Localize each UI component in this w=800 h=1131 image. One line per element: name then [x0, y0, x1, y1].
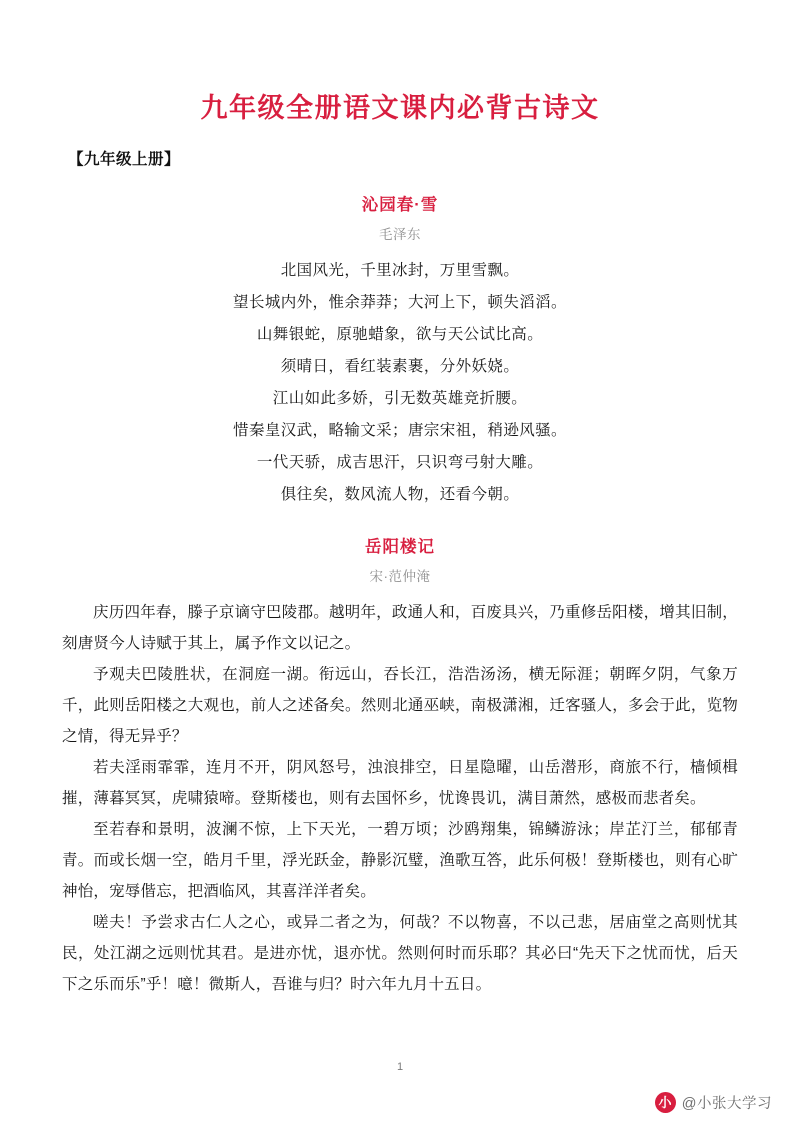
poem-line: 须晴日，看红装素裹，分外妖娆。 — [280, 358, 520, 375]
prose-paragraph: 予观夫巴陵胜状，在洞庭一湖。衔远山，吞长江，浩浩汤汤，横无际涯；朝晖夕阴，气象万千，此则岳阳楼之大观也，前人之述备矣。然则北通巫峡，南极潇湘，迁客骚人，多会于此，览物之情，得无异乎？ — [62, 666, 738, 745]
prose-paragraph: 若夫淫雨霏霏，连月不开，阴风怒号，浊浪排空，日星隐曜，山岳潜形，商旅不行，樯倾楫摧，薄暮冥冥，虎啸猿啼。登斯楼也，则有去国怀乡，忧谗畏讥，满目萧然，感极而悲者矣。 — [62, 759, 738, 807]
watermark-text: @小张大学习 — [681, 1096, 772, 1112]
poem-body — [62, 255, 738, 511]
page-title: 九年级全册语文课内必背古诗文 — [200, 93, 600, 124]
poem-block-2 — [62, 533, 738, 1000]
prose-paragraph: 庆历四年春，滕子京谪守巴陵郡。越明年，政通人和，百废具兴，乃重修岳阳楼，增其旧制，刻唐贤今人诗赋于其上，属予作文以记之。 — [62, 604, 738, 652]
prose-paragraph: 嗟夫！予尝求古仁人之心，或异二者之为，何哉？不以物喜，不以己悲，居庙堂之高则忧其民，处江湖之远则忧其君。是进亦忧，退亦忧。然则何时而乐耶？其必曰“先天下之忧而忧，后天下之乐而乐”乎！噫！微斯人，吾谁与归？时六年九月十五日。 — [62, 914, 738, 993]
watermark — [655, 1092, 772, 1113]
page-number: 1 — [396, 1061, 404, 1073]
poem-author: 毛泽东 — [379, 227, 421, 242]
poem-line: 山舞银蛇，原驰蜡象，欲与天公试比高。 — [256, 326, 544, 343]
poem-block-1 — [62, 191, 738, 511]
poem-line: 俱往矣，数风流人物，还看今朝。 — [280, 486, 520, 503]
poem-line: 望长城内外，惟余莽莽；大河上下，顿失滔滔。 — [233, 294, 567, 311]
prose-paragraph: 至若春和景明，波澜不惊，上下天光，一碧万顷；沙鸥翔集，锦鳞游泳；岸芷汀兰，郁郁青青。而或长烟一空，皓月千里，浮光跃金，静影沉璧，渔歌互答，此乐何极！登斯楼也，则有心旷神怡，宠辱偕忘，把酒临风，其喜洋洋者矣。 — [62, 821, 738, 900]
poem-line: 北国风光，千里冰封，万里雪飘。 — [280, 262, 520, 279]
poem-title: 沁园春·雪 — [361, 196, 439, 214]
poem-line: 惜秦皇汉武，略输文采；唐宗宋祖，稍逊风骚。 — [233, 422, 567, 439]
poem-title: 岳阳楼记 — [365, 538, 435, 556]
poem-author: 宋·范仲淹 — [369, 569, 431, 584]
poem-line: 一代天骄，成吉思汗，只识弯弓射大雕。 — [256, 454, 544, 471]
poem-line: 江山如此多娇，引无数英雄竞折腰。 — [272, 390, 528, 407]
section-tag: 【九年级上册】 — [68, 151, 181, 168]
prose-body — [62, 597, 738, 1000]
watermark-avatar-icon: 小 — [655, 1092, 676, 1113]
